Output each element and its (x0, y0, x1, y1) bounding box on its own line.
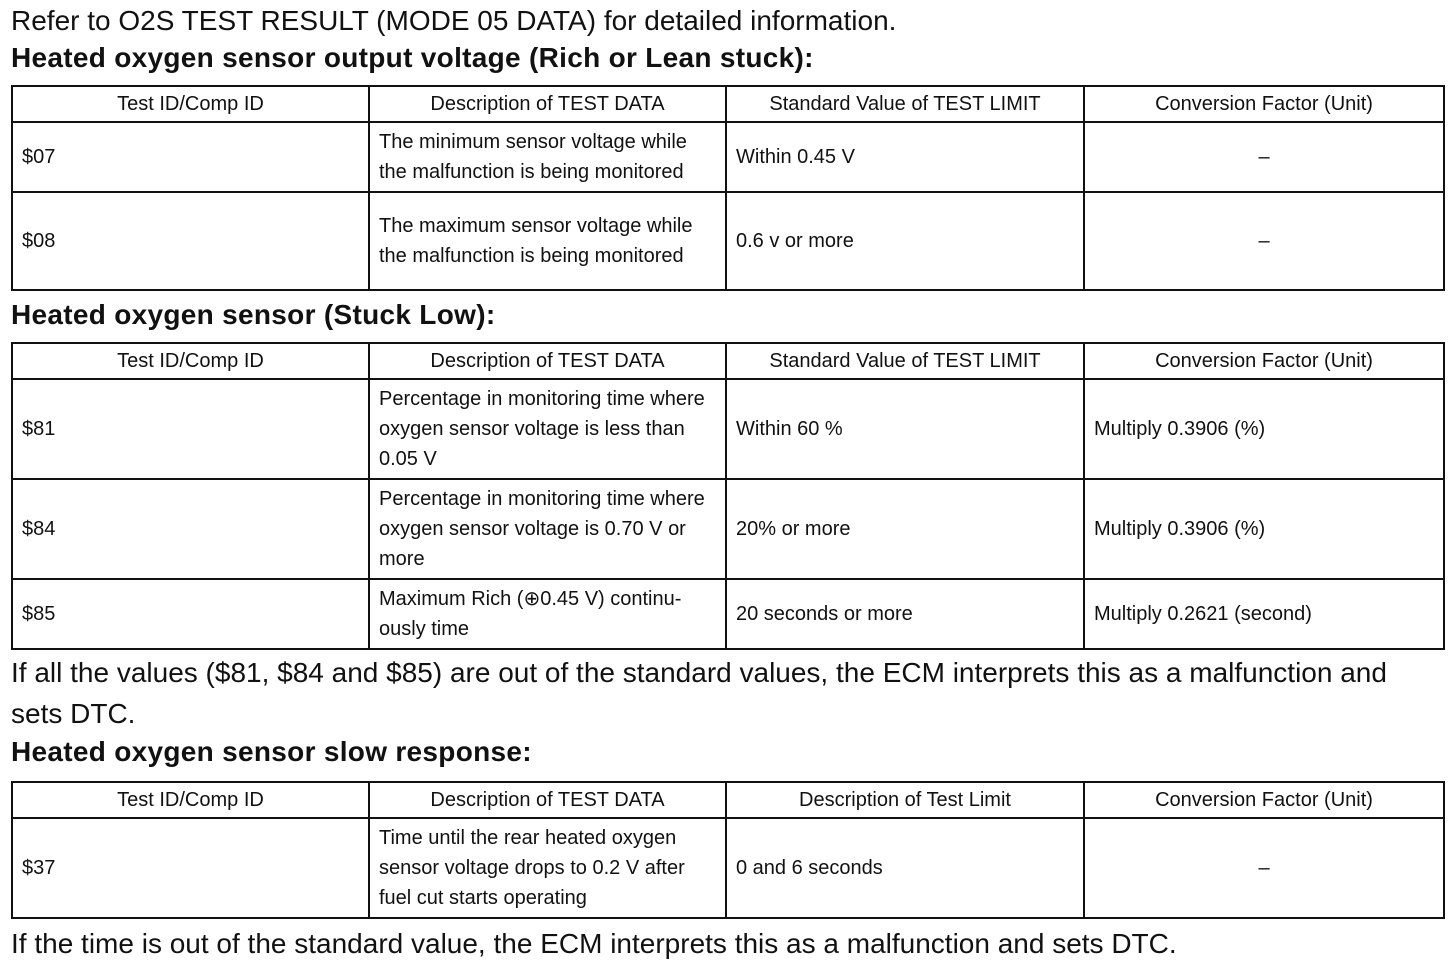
cell-limit: Within 0.45 V (726, 122, 1084, 192)
cell-limit: 0 and 6 seconds (726, 818, 1084, 918)
table-row (12, 818, 1444, 918)
section1-table (11, 85, 1445, 291)
table-row (12, 122, 1444, 192)
cell-factor: Multiply 0.3906 (%) (1084, 379, 1444, 479)
cell-test-id: $07 (12, 122, 369, 192)
cell-factor: – (1084, 122, 1444, 192)
cell-factor: Multiply 0.2621 (second) (1084, 579, 1444, 649)
section1-heading: Heated oxygen sensor output voltage (Rich or Lean stuck): (11, 42, 814, 73)
cell-factor: – (1084, 818, 1444, 918)
cell-description: Percentage in monitoring time where oxygen sensor voltage is 0.70 V or more (369, 479, 726, 579)
cell-description: Percentage in monitoring time where oxygen sensor voltage is less than 0.05 V (369, 379, 726, 479)
cell-test-id: $85 (12, 579, 369, 649)
header-test-id: Test ID/Comp ID (12, 86, 369, 122)
cell-description: The minimum sensor voltage while the malfunction is being monitored (369, 122, 726, 192)
cell-test-id: $37 (12, 818, 369, 918)
header-test-id: Test ID/Comp ID (12, 343, 369, 379)
table-header-row (12, 86, 1444, 122)
table-header-row (12, 782, 1444, 818)
header-conversion-factor: Conversion Factor (Unit) (1084, 343, 1444, 379)
cell-test-id: $81 (12, 379, 369, 479)
header-test-limit: Description of Test Limit (726, 782, 1084, 818)
header-test-id: Test ID/Comp ID (12, 782, 369, 818)
cell-limit: 20 seconds or more (726, 579, 1084, 649)
cell-description: Time until the rear heated oxygen sensor voltage drops to 0.2 V after fuel cut starts operating (369, 818, 726, 918)
cell-test-id: $84 (12, 479, 369, 579)
section2-table (11, 342, 1445, 650)
table-row (12, 379, 1444, 479)
table-row (12, 192, 1444, 290)
section2-heading: Heated oxygen sensor (Stuck Low): (11, 299, 496, 330)
header-description: Description of TEST DATA (369, 86, 726, 122)
section3-table (11, 781, 1445, 919)
cell-factor: – (1084, 192, 1444, 290)
table-header-row (12, 343, 1444, 379)
section2-note: If all the values ($81, $84 and $85) are out of the standard values, the ECM interprets this as a malfunction and sets DTC. (11, 657, 1387, 729)
header-conversion-factor: Conversion Factor (Unit) (1084, 782, 1444, 818)
intro-text: Refer to O2S TEST RESULT (MODE 05 DATA) for detailed information. (11, 5, 897, 36)
section3-note: If the time is out of the standard value, the ECM interprets this as a malfunction and sets DTC. (11, 928, 1177, 959)
header-description: Description of TEST DATA (369, 782, 726, 818)
cell-factor: Multiply 0.3906 (%) (1084, 479, 1444, 579)
cell-limit: 0.6 v or more (726, 192, 1084, 290)
cell-description: Maximum Rich (⊕0.45 V) continu-ously time (369, 579, 726, 649)
cell-limit: Within 60 % (726, 379, 1084, 479)
document-page (11, 0, 1443, 964)
table-row (12, 479, 1444, 579)
header-description: Description of TEST DATA (369, 343, 726, 379)
cell-limit: 20% or more (726, 479, 1084, 579)
table-row (12, 579, 1444, 649)
header-standard-value: Standard Value of TEST LIMIT (726, 86, 1084, 122)
section3-heading: Heated oxygen sensor slow response: (11, 736, 532, 767)
header-conversion-factor: Conversion Factor (Unit) (1084, 86, 1444, 122)
cell-test-id: $08 (12, 192, 369, 290)
cell-description: The maximum sensor voltage while the malfunction is being monitored (369, 192, 726, 290)
header-standard-value: Standard Value of TEST LIMIT (726, 343, 1084, 379)
